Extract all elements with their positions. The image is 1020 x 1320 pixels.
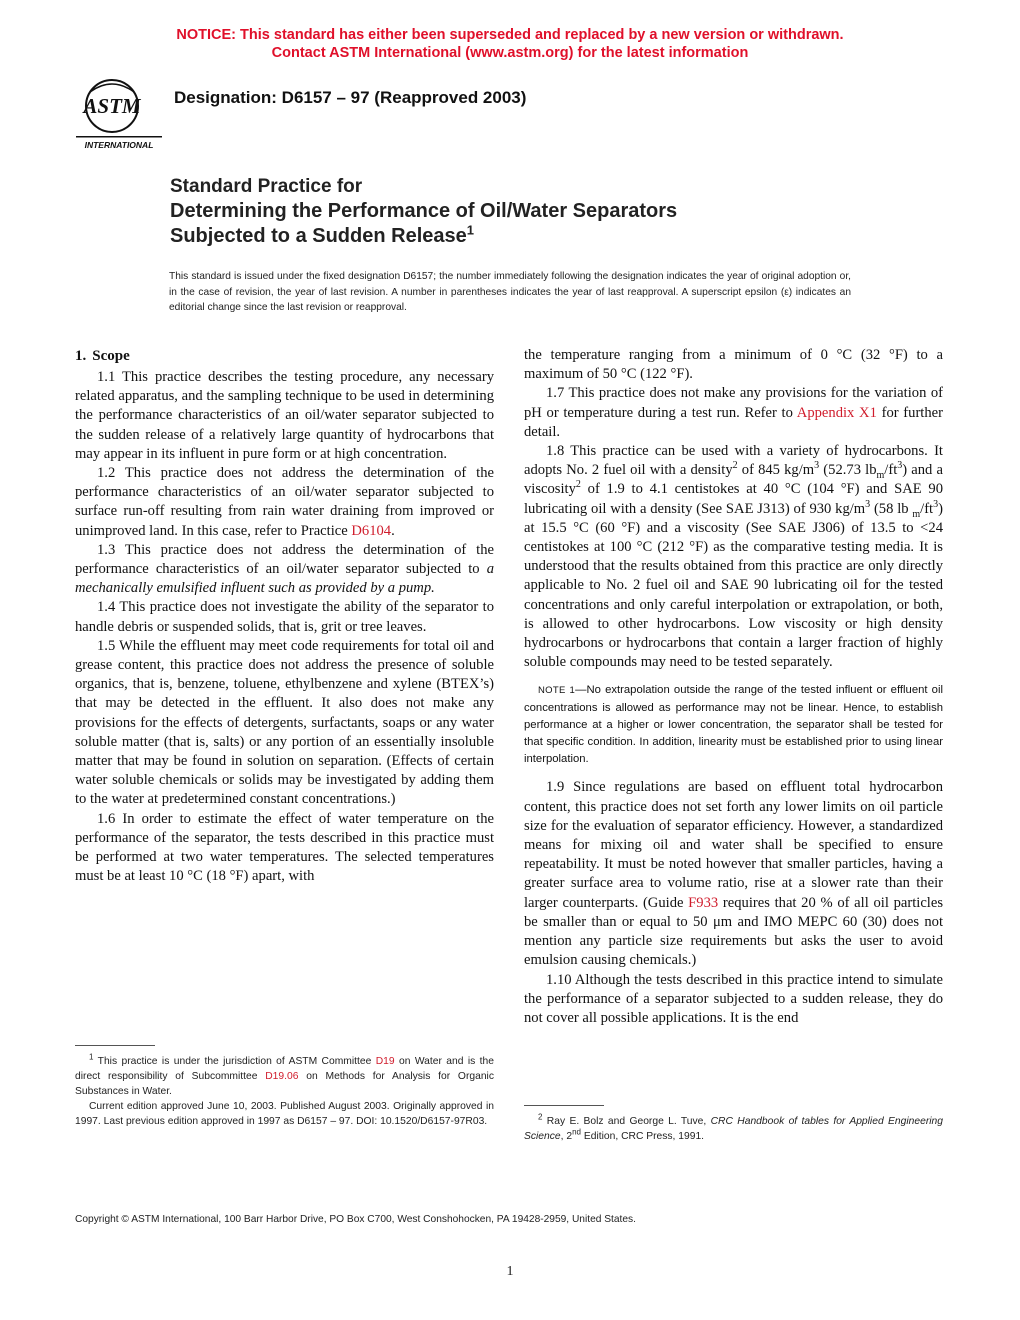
title-footnote-mark: 1 [466, 222, 474, 238]
link-appendix-x1[interactable]: Appendix X1 [796, 404, 877, 421]
paragraph-1-2-text: 1.2 This practice does not address the determination of the performance characteristics of an oil/water separator subjected to surface run-off resulting from rain water draining from improved or unimproved land. In this case, refer to Practice [75, 465, 494, 539]
fn1-c: on Methods for Analysis for Organic Substances in Water. [75, 1071, 494, 1097]
p18-d: /ft [884, 462, 898, 479]
p18-c: (52.73 lb [819, 462, 877, 479]
p18-e: ) and a viscosity [524, 462, 943, 498]
link-f933[interactable]: F933 [688, 894, 719, 911]
section-heading [75, 346, 494, 366]
notice-line-2: Contact ASTM International (www.astm.org) for the latest information [271, 45, 749, 61]
p18-sup-5: 3 [865, 498, 871, 510]
title-line-3 [170, 224, 677, 249]
title-line-1: Standard Practice for [170, 176, 363, 197]
paragraph-1-8 [524, 442, 943, 672]
footnote-2 [524, 1114, 943, 1144]
paragraph-1-3 [75, 541, 494, 599]
page-number: 1 [506, 1264, 514, 1279]
link-d19[interactable]: D19 [375, 1056, 395, 1067]
paragraph-1-2-end: . [391, 522, 395, 539]
logo-subtext: INTERNATIONAL [84, 140, 154, 150]
logo-text: ASTM [83, 94, 141, 118]
paragraph-1-9-end: requires that 20 % of all oil particles be smaller than or equal to 50 μm and IMO MEPC 60 (30) does not mention any particle size requirements but asks the user to avoid emulsion causing chemicals.) [524, 894, 944, 969]
copyright-line: Copyright © ASTM International, 100 Barr Harbor Drive, PO Box C700, West Conshohocken, PA 19428-2959, United States. [75, 1214, 636, 1225]
fn2-b: , 2 [560, 1131, 573, 1142]
footnote-1-para-2: Current edition approved June 10, 2003. Published August 2003. Originally approved in 1997. Last previous edition approved in 1997 as D6157 – 97. DOI: 10.1520/D6157-97R03. [75, 1101, 494, 1127]
note-1 [524, 682, 943, 768]
fn2-italic: CRC Handbook of tables for Applied Engineering Science [524, 1116, 943, 1142]
link-d6104[interactable]: D6104 [351, 522, 392, 539]
footnote-ref-2: 2 [732, 460, 738, 472]
paragraph-1-7-text: 1.7 This practice does not make any provisions for the variation of pH or temperature during a test run. Refer to [524, 385, 943, 421]
fn1-b: on Water and is the direct responsibility of Subcommittee [75, 1056, 494, 1082]
paragraph-1-7 [524, 384, 943, 442]
fn2-sup: nd [572, 1127, 581, 1137]
footnote-2-para [524, 1114, 943, 1144]
paragraph-1-9-text: 1.9 Since regulations are based on effluent total hydrocarbon content, this practice does not set forth any lower limits on oil particle size for the evaluation of separator efficiency. However, a standardized means for mixing oil and water shall be specified to ensure repeatability. It must be noted however that smaller particles, having a greater surface area to volume ratio, rise at a slower rate than their larger counterparts. (Guide [524, 779, 943, 911]
paragraph-1-2 [75, 464, 494, 541]
title-line-2: Determining the Performance of Oil/Water Separators [170, 200, 678, 222]
footnote-1-mark: 1 [89, 1052, 94, 1062]
p18-sup-3: 3 [897, 460, 903, 472]
document-title [170, 174, 677, 249]
note-label: NOTE 1 [538, 685, 576, 697]
notice-line-1: NOTICE: This standard has either been superseded and replaced by a new version or withdrawn. [176, 27, 844, 43]
link-d19-06[interactable]: D19.06 [265, 1071, 299, 1082]
p18-g: (58 lb [870, 500, 913, 517]
paragraph-1-3-text: 1.3 This practice does not address the determination of the performance characteristics of an oil/water separator subjected to [75, 541, 494, 578]
section-number: 1. [75, 348, 87, 364]
paragraph-1-7-end: for further detail. [524, 404, 943, 440]
paragraph-1-6: 1.6 In order to estimate the effect of water temperature on the performance of the separator, the tests described in this practice must be performed at two water temperatures. The selected temperatures must be at least 10 °C (18 °F) apart, with [75, 810, 494, 885]
p18-f: of 1.9 to 4.1 centistokes at 40 °C (104 °F) and SAE 90 lubricating oil with a density (See SAE J313) of 930 kg/m [524, 481, 943, 517]
fn1-a: This practice is under the jurisdiction of ASTM Committee [93, 1056, 376, 1067]
p18-sup-6: 3 [933, 498, 939, 510]
p18-sub-1: m [876, 470, 885, 482]
designation: Designation: D6157 – 97 (Reapproved 2003) [174, 88, 527, 107]
p18-i: ) at 15.5 °C (60 °F) and a viscosity (See SAE J306) of 13.5 to <24 centistokes at 100 °C (212 °F) as the comparative testing media. It is understood that the results obtained from this practice are only directly applicable to No. 2 fuel oil and SAE 90 lubricating oil for the tested concentrations and only careful interpolation or extrapolation, or both, is allowed to other hydrocarbons. Low viscosity or high density hydrocarbons or hydrocarbons that contain a larger fraction of highly soluble compounds may need to be tested separately. [524, 500, 943, 671]
p18-sub-2: m [912, 508, 921, 520]
fn2-a: Ray E. Bolz and George L. Tuve, [542, 1116, 711, 1127]
p18-b: of 845 kg/m [737, 462, 815, 479]
p18-sup-2: 3 [814, 460, 820, 472]
withdrawal-notice [0, 26, 1020, 62]
paragraph-1-10: 1.10 Although the tests described in this practice intend to simulate the performance of a separator subjected to a sudden release, they do not cover all possible applications. It is the end [524, 971, 943, 1026]
footnote-1 [75, 1054, 494, 1129]
footnote-divider-left [75, 1045, 155, 1046]
paragraph-1-4: 1.4 This practice does not investigate the ability of the separator to handle debris or suspended solids, that is, grit or tree leaves. [75, 599, 494, 635]
paragraph-1-5: 1.5 While the effluent may meet code requirements for total oil and grease content, this practice does not address the presence of soluble organics, that is, benzene, toluene, ethylbenzene and xylene (BTEX’s) that may be detected in the effluent. It also does not make any provisions for the effects of detergents, surfactants, soaps or any water soluble matter (that is, salts) or any portion of an essentially insoluble matter that may be found in solution on separation. (Effects of certain water soluble chemicals or solids may be investigated by adding them to the water at predetermined constant concentrations.) [75, 637, 494, 808]
p18-a: 1.8 This practice can be used with a variety of hydrocarbons. It adopts No. 2 fuel oil with a density [524, 443, 943, 479]
left-column [75, 346, 494, 886]
p18-h: /ft [920, 500, 934, 517]
fn2-c: Edition, CRC Press, 1991. [581, 1131, 705, 1142]
note-text: —No extrapolation outside the range of the tested influent or effluent oil concentrations is allowed as performance may not be linear. Hence, to establish performance at a higher or lower concentration, the separator shall be tested for that specific condition. In addition, linearity must be established prior to using linear interpolation. [524, 684, 943, 766]
paragraph-1-9 [524, 778, 943, 970]
paragraph-1-3-italic: a mechanically emulsified influent such as provided by a pump. [75, 561, 494, 597]
footnote-divider-right [524, 1105, 604, 1106]
footnote-2-mark: 2 [538, 1112, 543, 1122]
section-title: Scope [92, 348, 130, 364]
footnote-1-para-1 [75, 1054, 494, 1099]
paragraph-1-1: 1.1 This practice describes the testing procedure, any necessary related apparatus, and the sampling technique to be used in determining the performance characteristics of an oil/water separator subjected to the sudden release of a relatively large quantity of hydrocarbons that may appear in its influent in pure form or at high concentration. [75, 369, 494, 462]
issue-statement: This standard is issued under the fixed designation D6157; the number immediately following the designation indicates the year of original adoption or, in the case of revision, the year of last revision. A number in parentheses indicates the year of last reapproval. A superscript epsilon (ε) indicates an editorial change since the last revision or reapproval. [169, 271, 851, 313]
astm-logo-icon [76, 72, 162, 152]
paragraph-1-6-continued: the temperature ranging from a minimum of 0 °C (32 °F) to a maximum of 50 °C (122 °F). [524, 347, 943, 383]
footnote-ref-2b: 2 [575, 479, 581, 491]
right-column [524, 346, 943, 1028]
title-line-3-text: Subjected to a Sudden Release [170, 225, 467, 247]
